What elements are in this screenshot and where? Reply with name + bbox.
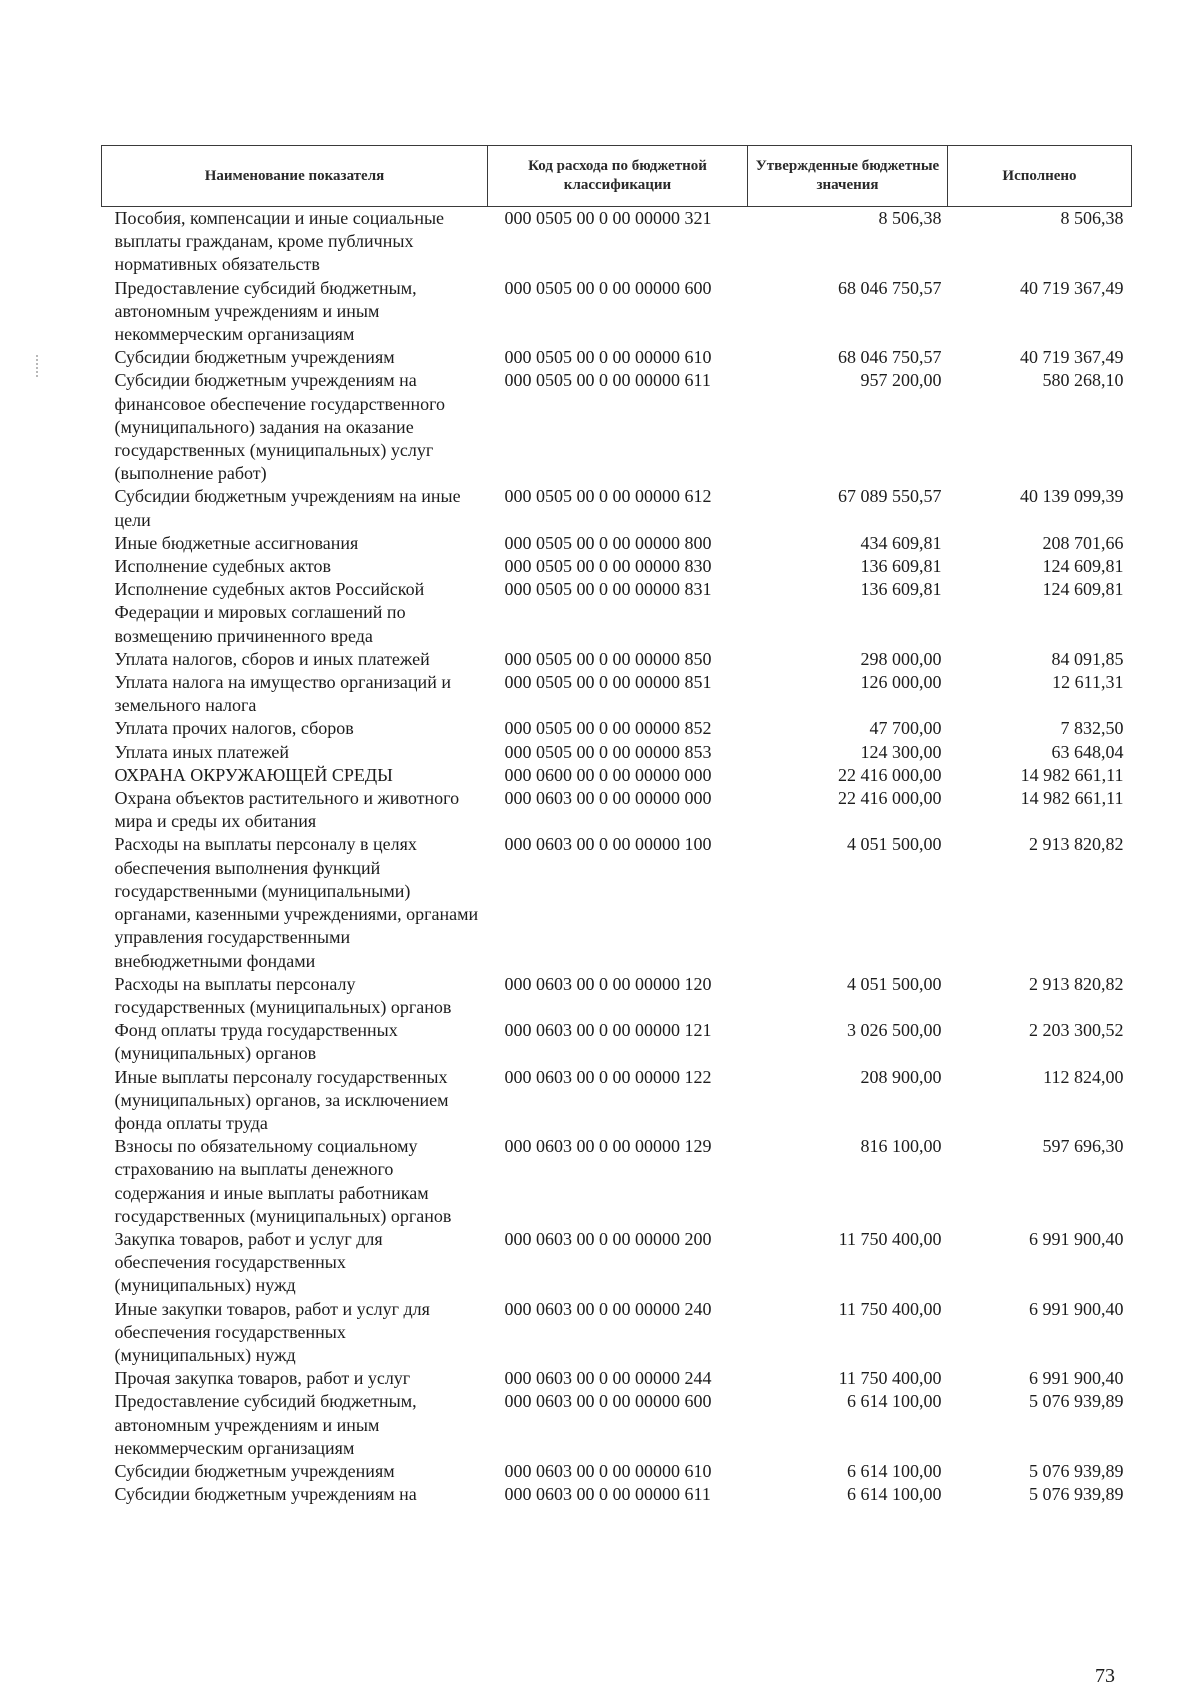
row-approved: 11 750 400,00 xyxy=(838,1298,942,1319)
row-name: Уплата иных платежей xyxy=(114,741,290,762)
row-approved: 124 300,00 xyxy=(860,741,942,762)
header-executed: Исполнено xyxy=(948,146,1132,207)
header-code: Код расхода по бюджетной классификации xyxy=(488,146,748,207)
row-approved: 11 750 400,00 xyxy=(838,1228,942,1249)
row-approved: 136 609,81 xyxy=(860,556,942,577)
row-approved: 957 200,00 xyxy=(860,370,942,391)
row-approved: 4 051 500,00 xyxy=(847,973,942,994)
table-row xyxy=(102,207,1132,277)
row-name: Фонд оплаты труда государственных (муниципальных) органов xyxy=(114,1020,398,1064)
row-code: 000 0603 00 0 00 00000 122 xyxy=(504,1066,712,1087)
table-row xyxy=(102,369,1132,485)
row-executed: 40 719 367,49 xyxy=(1020,277,1124,298)
row-approved: 208 900,00 xyxy=(860,1066,942,1087)
row-executed: 6 991 900,40 xyxy=(1029,1228,1124,1249)
row-approved: 298 000,00 xyxy=(860,648,942,669)
row-code: 000 0505 00 0 00 00000 800 xyxy=(504,532,712,553)
table-row xyxy=(102,1390,1132,1460)
row-approved: 11 750 400,00 xyxy=(838,1368,942,1389)
row-code: 000 0505 00 0 00 00000 610 xyxy=(504,347,712,368)
row-code: 000 0505 00 0 00 00000 830 xyxy=(504,556,712,577)
row-name: Расходы на выплаты персоналу в целях обеспечения выполнения функций государственными (муниципальными) органами, казенными учреждениями, органами управления государственными внебюджетными фондами xyxy=(114,834,479,971)
row-executed: 40 719 367,49 xyxy=(1020,347,1124,368)
row-executed: 2 913 820,82 xyxy=(1029,834,1124,855)
row-code: 000 0505 00 0 00 00000 321 xyxy=(504,208,712,228)
row-name: Иные закупки товаров, работ и услуг для обеспечения государственных (муниципальных) нужд xyxy=(114,1298,430,1365)
row-code: 000 0603 00 0 00 00000 240 xyxy=(504,1298,712,1319)
table-row xyxy=(102,1460,1132,1483)
table-row xyxy=(102,787,1132,833)
table-row xyxy=(102,555,1132,578)
row-code: 000 0505 00 0 00 00000 611 xyxy=(504,370,711,391)
row-approved: 136 609,81 xyxy=(860,579,942,600)
row-code: 000 0603 00 0 00 00000 120 xyxy=(504,973,712,994)
row-name: Иные выплаты персоналу государственных (муниципальных) органов, за исключением фонда оплаты труда xyxy=(114,1066,449,1133)
row-executed: 6 991 900,40 xyxy=(1029,1298,1124,1319)
table-row xyxy=(102,764,1132,787)
row-code: 000 0603 00 0 00 00000 000 xyxy=(504,788,712,809)
row-executed: 5 076 939,89 xyxy=(1029,1391,1124,1412)
row-executed: 2 203 300,52 xyxy=(1029,1020,1124,1041)
header-name: Наименование показателя xyxy=(102,146,488,207)
table-row xyxy=(102,346,1132,369)
row-executed: 14 982 661,11 xyxy=(1020,788,1124,809)
row-name: Исполнение судебных актов Российской Федерации и мировых соглашений по возмещению причиненного вреда xyxy=(114,579,425,646)
table-row xyxy=(102,717,1132,740)
row-code: 000 0505 00 0 00 00000 851 xyxy=(504,672,712,693)
row-name: Субсидии бюджетным учреждениям на иные цели xyxy=(114,486,461,530)
table-row xyxy=(102,671,1132,717)
table-row xyxy=(102,741,1132,764)
row-approved: 3 026 500,00 xyxy=(847,1020,942,1041)
row-name: Предоставление субсидий бюджетным, автономным учреждениям и иным некоммерческим организациям xyxy=(114,1391,417,1458)
row-name: Субсидии бюджетным учреждениям на xyxy=(114,1484,417,1505)
row-name: Расходы на выплаты персоналу государственных (муниципальных) органов xyxy=(114,973,452,1017)
header-approved: Утвержденные бюджетные значения xyxy=(748,146,948,207)
table-row xyxy=(102,648,1132,671)
row-code: 000 0505 00 0 00 00000 612 xyxy=(504,486,712,507)
row-name: Субсидии бюджетным учреждениям на финансовое обеспечение государственного (муниципального) задания на оказание государственных (муниципальных) услуг (выполнение работ) xyxy=(114,370,446,484)
row-name: Охрана объектов растительного и животного мира и среды их обитания xyxy=(114,788,460,832)
row-name: Закупка товаров, работ и услуг для обеспечения государственных (муниципальных) нужд xyxy=(114,1228,383,1296)
row-code: 000 0603 00 0 00 00000 610 xyxy=(504,1460,712,1481)
row-approved: 6 614 100,00 xyxy=(847,1391,942,1412)
row-code: 000 0603 00 0 00 00000 200 xyxy=(504,1228,712,1249)
row-code: 000 0603 00 0 00 00000 600 xyxy=(504,1391,712,1412)
row-executed: 580 268,10 xyxy=(1042,370,1124,391)
row-executed: 112 824,00 xyxy=(1043,1066,1124,1087)
row-approved: 22 416 000,00 xyxy=(838,788,942,809)
row-executed: 14 982 661,11 xyxy=(1020,764,1124,785)
row-code: 000 0603 00 0 00 00000 121 xyxy=(504,1020,712,1041)
row-approved: 6 614 100,00 xyxy=(847,1460,942,1481)
row-approved: 816 100,00 xyxy=(860,1136,942,1157)
row-name: Исполнение судебных актов xyxy=(114,556,332,577)
table-row xyxy=(102,485,1132,531)
row-executed: 124 609,81 xyxy=(1042,556,1124,577)
row-name: Прочая закупка товаров, работ и услуг xyxy=(114,1368,411,1389)
row-code: 000 0603 00 0 00 00000 129 xyxy=(504,1136,712,1157)
row-executed: 5 076 939,89 xyxy=(1029,1484,1124,1505)
row-name: Уплата налогов, сборов и иных платежей xyxy=(114,648,430,669)
row-name: Субсидии бюджетным учреждениям xyxy=(114,347,395,368)
row-executed: 6 991 900,40 xyxy=(1029,1368,1124,1389)
row-approved: 8 506,38 xyxy=(878,208,942,228)
table-row xyxy=(102,578,1132,648)
row-code: 000 0603 00 0 00 00000 100 xyxy=(504,834,712,855)
table-row xyxy=(102,277,1132,347)
row-executed: 7 832,50 xyxy=(1060,718,1124,739)
row-code: 000 0603 00 0 00 00000 611 xyxy=(504,1484,711,1505)
row-approved: 68 046 750,57 xyxy=(838,347,942,368)
row-code: 000 0505 00 0 00 00000 600 xyxy=(504,277,712,298)
row-code: 000 0505 00 0 00 00000 831 xyxy=(504,579,712,600)
row-executed: 12 611,31 xyxy=(1052,672,1124,693)
row-approved: 68 046 750,57 xyxy=(838,277,942,298)
row-name: Пособия, компенсации и иные социальные выплаты гражданам, кроме публичных нормативных обязательств xyxy=(114,208,445,275)
table-row xyxy=(102,1066,1132,1136)
row-name: ОХРАНА ОКРУЖАЮЩЕЙ СРЕДЫ xyxy=(114,764,393,785)
row-code: 000 0505 00 0 00 00000 853 xyxy=(504,741,712,762)
table-body xyxy=(102,207,1132,1507)
table-row xyxy=(102,532,1132,555)
row-executed: 63 648,04 xyxy=(1051,741,1124,762)
table-row xyxy=(102,1228,1132,1298)
page-number: 73 xyxy=(1095,1665,1115,1687)
table-header xyxy=(102,146,1132,207)
table-row xyxy=(102,1135,1132,1228)
row-name: Уплата прочих налогов, сборов xyxy=(114,718,354,739)
row-approved: 4 051 500,00 xyxy=(847,834,942,855)
row-executed: 2 913 820,82 xyxy=(1029,973,1124,994)
budget-table xyxy=(101,145,1132,1506)
row-executed: 8 506,38 xyxy=(1060,208,1124,228)
row-executed: 208 701,66 xyxy=(1042,532,1124,553)
row-name: Субсидии бюджетным учреждениям xyxy=(114,1460,395,1481)
row-name: Иные бюджетные ассигнования xyxy=(114,532,359,553)
table-row xyxy=(102,973,1132,1019)
row-approved: 6 614 100,00 xyxy=(847,1484,942,1505)
table-row xyxy=(102,1367,1132,1390)
table-row xyxy=(102,1483,1132,1506)
table-row xyxy=(102,833,1132,972)
row-approved: 67 089 550,57 xyxy=(838,486,942,507)
row-executed: 40 139 099,39 xyxy=(1020,486,1124,507)
row-approved: 47 700,00 xyxy=(869,718,942,739)
row-executed: 124 609,81 xyxy=(1042,579,1124,600)
scan-mark xyxy=(36,355,40,377)
row-approved: 434 609,81 xyxy=(860,532,942,553)
row-name: Предоставление субсидий бюджетным, автономным учреждениям и иным некоммерческим организациям xyxy=(114,277,417,345)
row-approved: 126 000,00 xyxy=(860,672,942,693)
row-approved: 22 416 000,00 xyxy=(838,764,942,785)
row-code: 000 0505 00 0 00 00000 850 xyxy=(504,648,712,669)
row-executed: 84 091,85 xyxy=(1051,648,1124,669)
row-executed: 5 076 939,89 xyxy=(1029,1460,1124,1481)
row-executed: 597 696,30 xyxy=(1042,1136,1124,1157)
row-code: 000 0505 00 0 00 00000 852 xyxy=(504,718,712,739)
row-name: Взносы по обязательному социальному страхованию на выплаты денежного содержания и иные выплаты работникам государственных (муниципальных) органов xyxy=(114,1136,452,1226)
row-code: 000 0603 00 0 00 00000 244 xyxy=(504,1368,712,1389)
table-row xyxy=(102,1019,1132,1065)
table-row xyxy=(102,1298,1132,1368)
row-code: 000 0600 00 0 00 00000 000 xyxy=(504,764,712,785)
row-name: Уплата налога на имущество организаций и земельного налога xyxy=(114,672,451,716)
